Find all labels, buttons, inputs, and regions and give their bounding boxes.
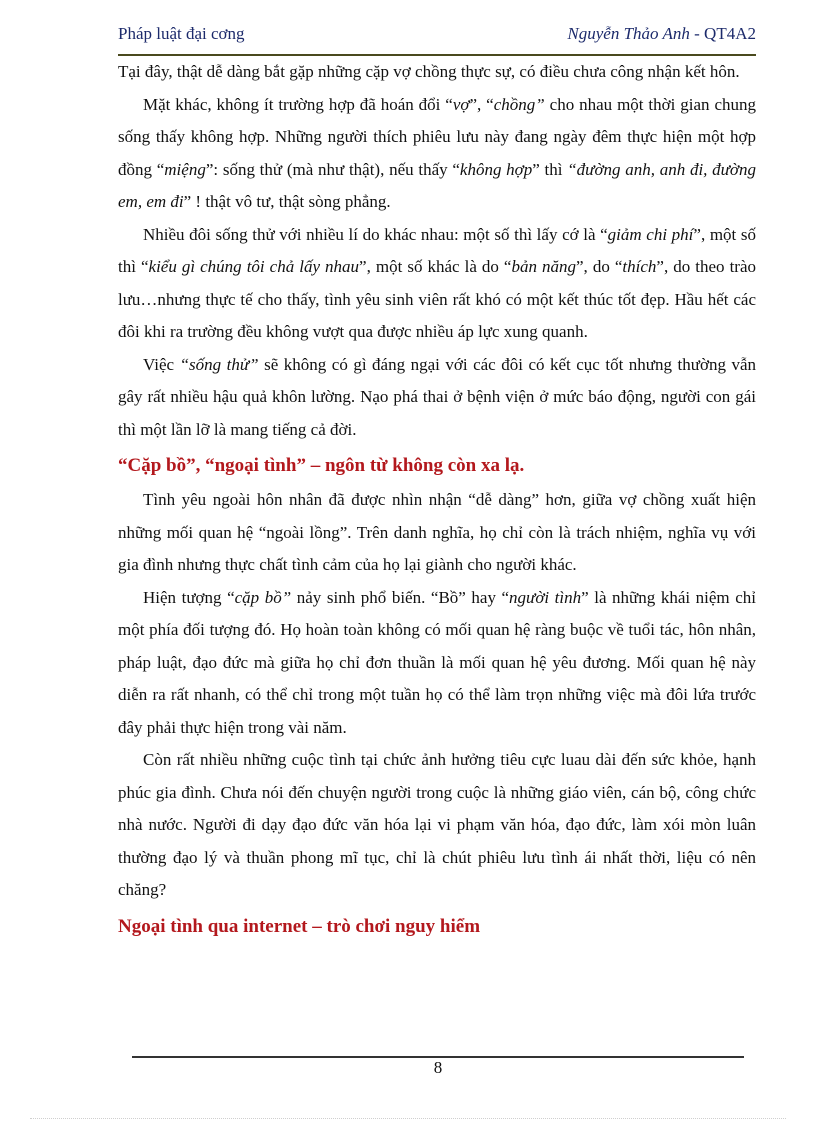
paragraph-5: Tình yêu ngoài hôn nhân đã được nhìn nhận “dễ dàng” hơn, giữa vợ chồng xuất hiện những mối quan hệ “ngoài lồng”. Trên danh nghĩa, họ chỉ còn là trách nhiệm, nghĩa vụ với gia đình nhưng thực chất tình cảm của họ lại giành cho người khác. (118, 490, 756, 574)
header-class-code: QT4A2 (704, 24, 756, 43)
section-heading-2: Ngoại tình qua internet – trò chơi nguy hiểm (118, 915, 481, 937)
paragraph-7: Còn rất nhiều những cuộc tình tại chức ảnh hưởng tiêu cực luau dài đến sức khỏe, hạnh phúc gia đình. Chưa nói đến chuyện người trong cuộc là những giáo viên, cán bộ, công chức nhà nước. Người đi dạy đạo đức văn hóa lại vi phạm văn hóa, đạo đức, làm xói mòn luân thường đạo lý và thuần phong mĩ tục, chỉ là chút phiêu lưu tình ái nhất thời, liệu có nên chăng? (118, 750, 756, 899)
header-separator: - (689, 24, 705, 43)
header-author-block (567, 24, 756, 44)
paragraph-2: Mặt khác, không ít trường hợp đã hoán đổi “vợ”, “chồng” cho nhau một thời gian chung sống thấy không hợp. Những người thích phiêu lưu này đang ngày đêm thực hiện một hợp đồng “miệng”: sống thử (mà như thật), nếu thấy “không hợp” thì “đường anh, anh đi, đường em, em đi” ! thật vô tư, thật sòng phẳng. (118, 94, 757, 211)
page-number: 8 (433, 1058, 443, 1077)
page-edge-dotted-line (30, 1118, 786, 1119)
section-heading-1: “Cặp bồ”, “ngoại tình” – ngôn từ không còn xa lạ. (118, 455, 525, 476)
paragraph-3: Nhiều đôi sống thử với nhiều lí do khác nhau: một số thì lấy cớ là “giảm chi phí”, một số thì “kiểu gì chúng tôi chả lấy nhau”, một số khác là do “bản năng”, do “thích”, do theo trào lưu…nhưng thực tế cho thấy, tình yêu sinh viên rất khó có một kết thúc tốt đẹp. Hầu hết các đôi khi ra trường đều không vượt qua được nhiều áp lực xung quanh. (118, 224, 757, 341)
page-header (118, 24, 756, 50)
paragraph-4: Việc “sống thử” sẽ không có gì đáng ngại với các đôi có kết cục tốt nhưng thường vẫn gây rất nhiều hậu quả khôn lường. Nạo phá thai ở bệnh viện ở mức báo động, người con gái thì một lần lỡ là mang tiếng cả đời. (118, 354, 756, 439)
paragraph-6: Hiện tượng “cặp bồ” nảy sinh phổ biến. “Bồ” hay “người tình” là những khái niệm chỉ một phía đối tượng đó. Họ hoàn toàn không có mối quan hệ ràng buộc về tuổi tác, hôn nhân, pháp luật, đạo đức mà giữa họ chỉ đơn thuần là mối quan hệ yêu đương. Mối quan hệ này diễn ra rất nhanh, có thể chỉ trong một tuần họ có thể làm trọn những việc mà đôi lứa trước đây phải thực hiện trong vài năm. (118, 587, 756, 737)
header-course-title: Pháp luật đại cơng (118, 24, 245, 43)
document-body (118, 56, 756, 945)
paragraph-1: Tại đây, thật dễ dàng bắt gặp những cặp vợ chồng thực sự, có điều chưa công nhận kết hôn. (118, 62, 740, 81)
header-author: Nguyễn Thảo Anh (567, 24, 690, 43)
